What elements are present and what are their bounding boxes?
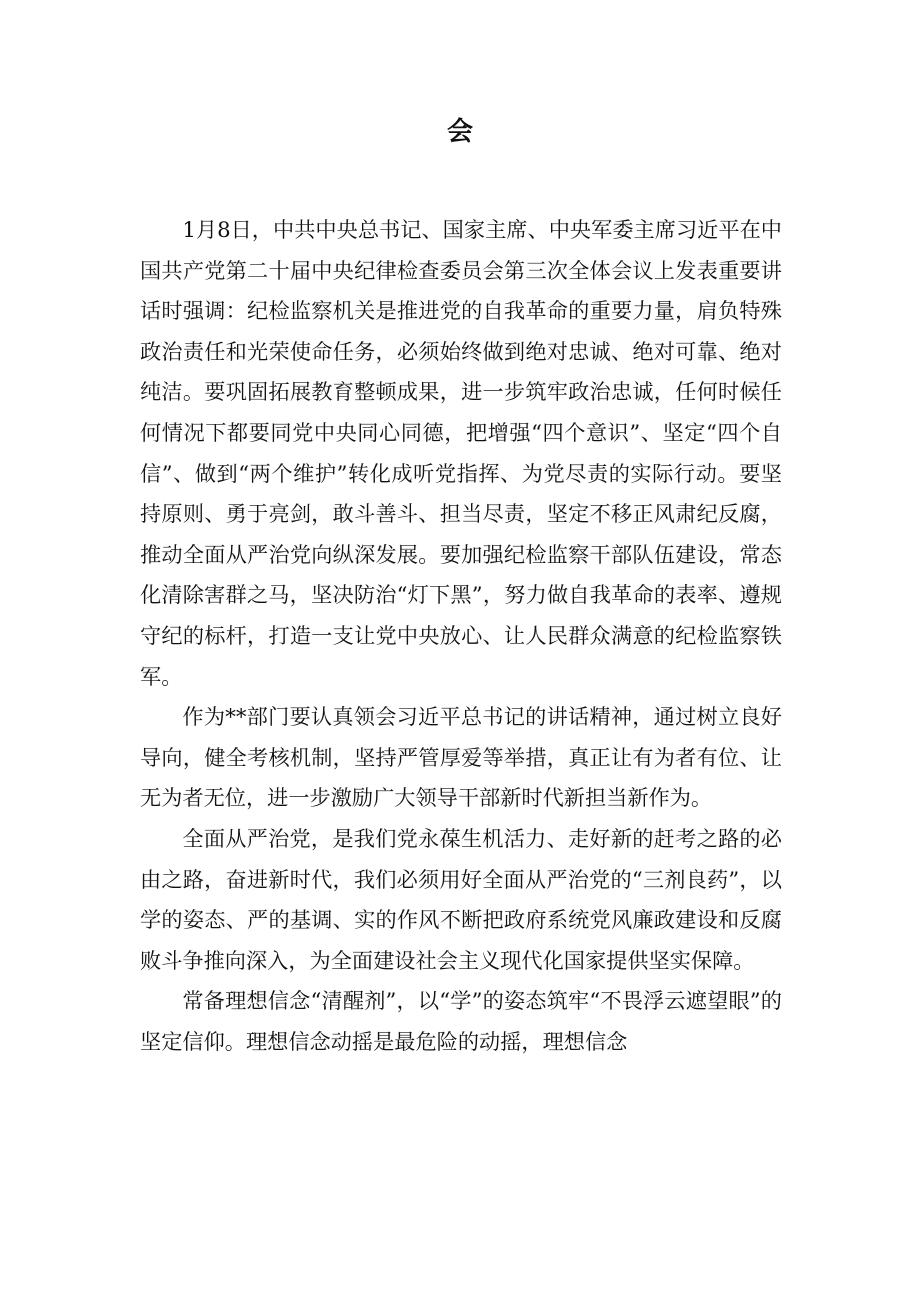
paragraph-4: 常备理想信念“清醒剂”，以“学”的姿态筑牢“不畏浮云遮望眼”的坚定信仰。理想信念动摇是最危险的动摇，理想信念	[140, 988, 782, 1054]
document-body	[140, 210, 782, 1062]
paragraph-2: 作为**部门要认真领会习近平总书记的讲话精神，通过树立良好导向，健全考核机制，坚持严管厚爱等举措，真正让有为者有位、让无为者无位，进一步激励广大领导干部新时代新担当新作为。	[140, 704, 782, 811]
paragraph-3: 全面从严治党，是我们党永葆生机活力、走好新的赶考之路的必由之路，奋进新时代，我们必须用好全面从严治党的“三剂良药”，以学的姿态、严的基调、实的作风不断把政府系统党风廉政建设和反腐败斗争推向深入，为全面建设社会主义现代化国家提供坚实保障。	[140, 825, 782, 973]
page-title: 会	[446, 117, 473, 147]
paragraph-1: 1月8日，中共中央总书记、国家主席、中央军委主席习近平在中国共产党第二十届中央纪律检查委员会第三次全体会议上发表重要讲话时强调：纪检监察机关是推进党的自我革命的重要力量，肩负特殊政治责任和光荣使命任务，必须始终做到绝对忠诚、绝对可靠、绝对纯洁。要巩固拓展教育整顿成果，进一步筑牢政治忠诚，任何时候任何情况下都要同党中央同心同德，把增强“四个意识”、坚定“四个自信”、做到“两个维护”转化成听党指挥、为党尽责的实际行动。要坚持原则、勇于亮剑，敢斗善斗、担当尽责，坚定不移正风肃纪反腐，推动全面从严治党向纵深发展。要加强纪检监察干部队伍建设，常态化清除害群之马，坚决防治“灯下黑”，努力做自我革命的表率、遵规守纪的标杆，打造一支让党中央放心、让人民群众满意的纪检监察铁军。	[140, 217, 782, 689]
